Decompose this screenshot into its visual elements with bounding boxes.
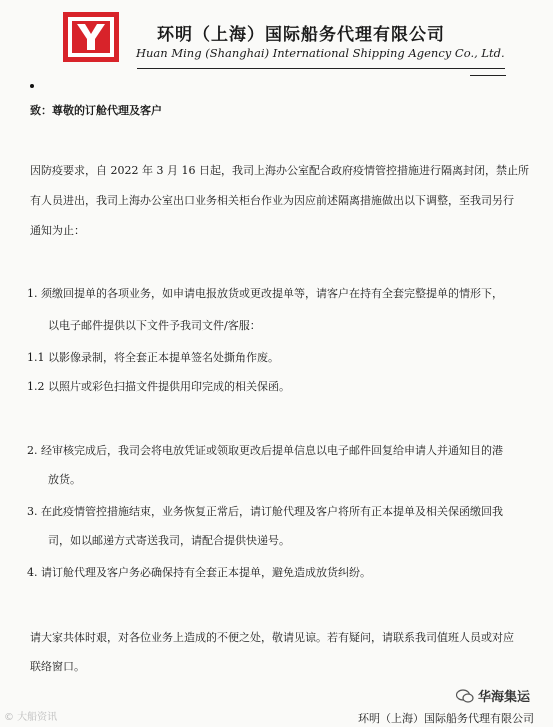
item-1-line-2: 以电子邮件提供以下文件予我司文件/客服： [48,319,261,332]
watermark-right [456,686,530,705]
watermark-left: © 大船资讯 [4,712,58,723]
bullet-dot [30,84,34,88]
item-2-line-1: 2. 经审核完成后，我司会将电放凭证或领取更改后提单信息以电子邮件回复给申请人并通知目的港 [27,444,503,457]
wechat-icon [456,689,474,703]
company-name-cn: 环明（上海）国际船务代理有限公司 [157,25,445,45]
item-3-line-2: 司，如以邮递方式寄送我司，请配合提供快递号。 [48,534,290,547]
intro-line-3: 通知为止： [30,224,85,237]
closing-line-2: 联络窗口。 [30,660,85,673]
item-1-1: 1.1 以影像录制，将全套正本提单签名处撕角作废。 [27,351,279,364]
closing-line-1: 请大家共体时艰，对各位业务上造成的不便之处，敬请见谅。若有疑问，请联系我司值班人员或对应 [30,631,514,644]
intro-line-1: 因防疫要求，自 2022 年 3 月 16 日起，我司上海办公室配合政府疫情管控措施进行隔离封闭，禁止所 [30,164,529,177]
header-rule-short [470,75,506,76]
signature: 环明（上海）国际船务代理有限公司 [358,712,534,725]
watermark-right-label: 华海集运 [478,690,531,705]
header-rule [137,68,505,69]
item-1-line-1: 1. 须缴回提单的各项业务，如申请电报放货或更改提单等，请客户在持有全套完整提单的情形下， [27,287,503,300]
intro-line-2: 有人员进出，我司上海办公室出口业务相关柜台作业为因应前述隔离措施做出以下调整，至我司另行 [30,194,514,207]
item-3-line-1: 3. 在此疫情管控措施结束，业务恢复正常后，请订舱代理及客户将所有正本提单及相关保函缴回我 [27,505,503,518]
salutation: 致：尊敬的订舱代理及客户 [30,104,162,117]
item-2-line-2: 放货。 [48,473,81,486]
company-name-en: Huan Ming (Shanghai) International Shipping Agency Co., Ltd. [136,46,505,60]
item-1-2: 1.2 以照片或彩色扫描文件提供用印完成的相关保函。 [27,380,290,393]
hm-logo-icon [63,12,119,62]
item-4: 4. 请订舱代理及客户务必确保持有全套正本提单，避免造成放货纠纷。 [27,566,371,579]
